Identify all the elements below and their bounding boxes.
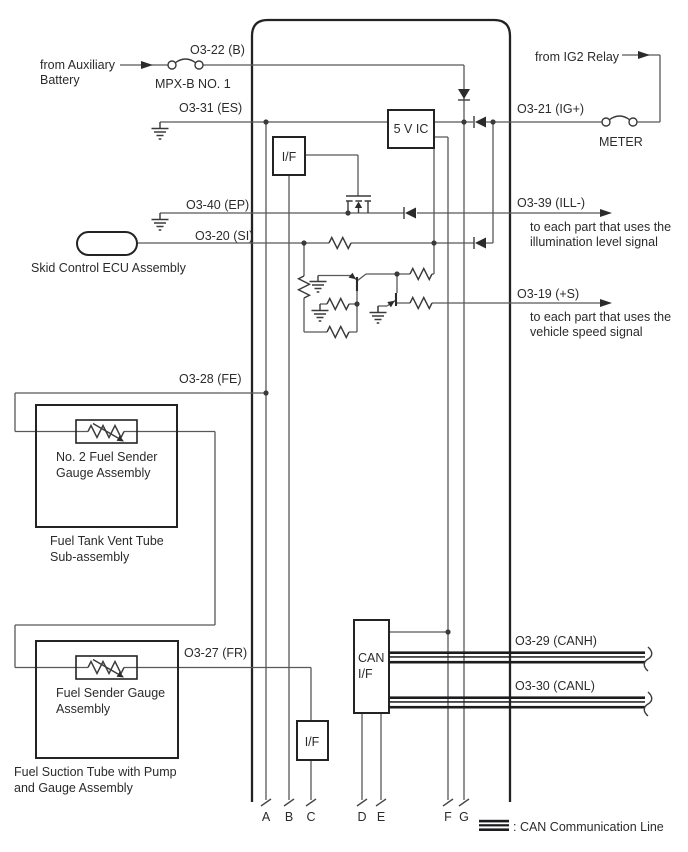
diode-ig-line — [474, 116, 486, 128]
can-if-label-line2: I/F — [358, 667, 373, 681]
speed-note-line2: vehicle speed signal — [530, 325, 643, 339]
fuel-tank-vent-label-line1: Fuel Tank Vent Tube — [50, 534, 164, 548]
fuse-meter — [602, 116, 637, 126]
pin-s-label: O3-19 (+S) — [517, 287, 580, 301]
ground-es — [152, 122, 169, 139]
fuel-suction-label-line1: Fuel Suction Tube with Pump — [14, 765, 177, 779]
pin-canl-label: O3-30 (CANL) — [515, 679, 595, 693]
junction-dots — [263, 119, 495, 634]
skid-ecu-label: Skid Control ECU Assembly — [31, 261, 186, 275]
pin-ep-label: O3-40 (EP) — [186, 198, 250, 212]
terminal-b: B — [284, 810, 294, 824]
aux-battery-arrow — [141, 61, 153, 69]
if-top-label: I/F — [281, 150, 297, 164]
aux-battery-label-line1: from Auxiliary — [40, 58, 116, 72]
diode-si-line — [474, 237, 486, 249]
can-legend-symbol — [479, 820, 509, 831]
fuel-sender-label-line2: Assembly — [56, 702, 111, 716]
if-bottom-label: I/F — [304, 735, 320, 749]
pin-fr-label: O3-27 (FR) — [184, 646, 248, 660]
ill-note-line1: to each part that uses the — [530, 220, 672, 234]
speed-note-line1: to each part that uses the — [530, 310, 672, 324]
pin-es-label: O3-31 (ES) — [179, 101, 243, 115]
legend-can-label: : CAN Communication Line — [513, 820, 664, 834]
aux-battery-label-line2: Battery — [40, 73, 80, 87]
ground-ep — [152, 213, 169, 230]
ig2-relay-label: from IG2 Relay — [535, 50, 620, 64]
pin-si-label: O3-20 (SI) — [195, 229, 254, 243]
fuel-sender-variable-resistor-1 — [88, 424, 124, 442]
ig2-relay-arrow — [638, 51, 650, 59]
speed-output-arrow — [600, 299, 612, 307]
mosfet — [346, 196, 371, 213]
pin-fe-label: O3-28 (FE) — [179, 372, 242, 386]
pin-b-label: O3-22 (B) — [190, 43, 245, 57]
labels — [14, 43, 671, 834]
fuel-sender-label-line1: Fuel Sender Gauge — [56, 686, 166, 700]
fuel-suction-label-line2: and Gauge Assembly — [14, 781, 133, 795]
fuel-tank-vent-label-line2: Sub-assembly — [50, 550, 130, 564]
terminal-e: E — [376, 810, 386, 824]
can-if-label-line1: CAN — [358, 651, 385, 665]
pin-ig-label: O3-21 (IG+) — [517, 102, 585, 116]
ill-output-arrow — [600, 209, 612, 217]
no2-fuel-sender-label-line2: Gauge Assembly — [56, 466, 151, 480]
fuse-mpx-b — [168, 59, 203, 69]
no2-fuel-sender-label-line1: No. 2 Fuel Sender — [56, 450, 158, 464]
terminal-f: F — [444, 810, 452, 824]
ground-transistor2-emitter — [370, 306, 387, 323]
terminal-a: A — [261, 810, 271, 824]
terminal-c: C — [306, 810, 316, 824]
fuse-meter-label: METER — [599, 135, 643, 149]
diode-down — [458, 89, 470, 100]
canl-break-mark — [644, 692, 652, 716]
canh-break-mark — [644, 647, 652, 671]
diode-ill-line — [404, 207, 416, 219]
terminal-letters — [262, 810, 469, 824]
pin-canh-label: O3-29 (CANH) — [515, 634, 597, 648]
terminal-ticks — [261, 799, 469, 806]
fuse-mpx-label: MPX-B NO. 1 — [155, 77, 231, 91]
skid-control-ecu-connector — [77, 232, 137, 255]
pin-ill-label: O3-39 (ILL-) — [517, 196, 586, 210]
fuel-sender-variable-resistor-2 — [88, 660, 124, 678]
ic-5v-label: 5 V IC — [393, 122, 429, 136]
resistors — [299, 238, 433, 338]
ground-transistor1-emitter — [310, 276, 327, 293]
ill-note-line2: illumination level signal — [530, 235, 658, 249]
terminal-g: G — [459, 810, 469, 824]
terminal-d: D — [357, 810, 367, 824]
ground-base-resistor — [312, 304, 329, 321]
